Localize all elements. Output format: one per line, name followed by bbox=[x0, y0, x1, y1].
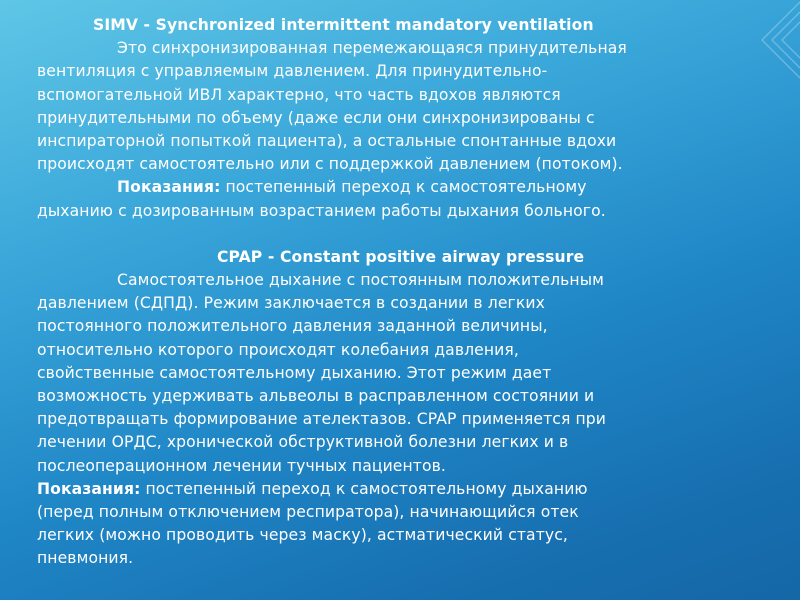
simv-line-6: происходят самостоятельно или с поддержкой давлением (потоком). bbox=[37, 155, 623, 174]
simv-line-5: инспираторной попыткой пациента), а остальные спонтанные вдохи bbox=[37, 132, 617, 151]
cpap-line-8: лечении ОРДС, хронической обструктивной болезни легких и в bbox=[37, 433, 569, 452]
cpap-line-7: предотвращать формирование ателектазов. CPAP применяется при bbox=[37, 410, 607, 429]
cpap-indications bbox=[37, 478, 777, 501]
cpap-line-9: послеоперационном лечении тучных пациентов. bbox=[37, 456, 446, 475]
cpap-indications-line-3: легких (можно проводить через маску), астматический статус, bbox=[37, 526, 568, 545]
cpap-line-1: Самостоятельное дыхание с постоянным положительным bbox=[117, 271, 605, 290]
section-spacer bbox=[37, 223, 777, 246]
cpap-indications-line-2: (перед полным отключением респиратора), начинающийся отек bbox=[37, 503, 579, 522]
cpap-line-6: возможность удерживать альвеолы в расправленном состоянии и bbox=[37, 387, 595, 406]
simv-title: SIMV - Synchronized intermittent mandatory ventilation bbox=[93, 16, 594, 34]
simv-indications-text-1: постепенный переход к самостоятельному bbox=[220, 178, 587, 197]
cpap-line-2: давлением (СДПД). Режим заключается в создании в легких bbox=[37, 294, 545, 313]
simv-indications-label: Показания: bbox=[117, 178, 221, 197]
simv-indications bbox=[37, 176, 777, 199]
cpap-indications-label: Показания: bbox=[37, 479, 141, 498]
simv-line-4: принудительными по объему (даже если они синхронизированы с bbox=[37, 108, 595, 127]
cpap-title: CPAP - Constant positive airway pressure bbox=[217, 247, 585, 266]
simv-line-3: вспомогательной ИВЛ характерно, что часть вдохов являются bbox=[37, 85, 561, 104]
cpap-line-5: свойственные самостоятельному дыханию. Этот режим дает bbox=[37, 363, 552, 382]
simv-indications-text-2: дыханию с дозированным возрастанием работы дыхания больного. bbox=[37, 201, 606, 220]
slide-content bbox=[37, 14, 777, 571]
simv-line-1: Это синхронизированная перемежающаяся принудительная bbox=[117, 39, 627, 58]
cpap-indications-text-1: постепенный переход к самостоятельному дыханию bbox=[140, 479, 588, 498]
simv-line-2: вентиляция с управляемым давлением. Для принудительно- bbox=[37, 62, 548, 81]
cpap-indications-line-4: пневмония. bbox=[37, 549, 134, 568]
cpap-line-4: относительно которого происходят колебания давления, bbox=[37, 340, 519, 359]
cpap-line-3: постоянного положительного давления заданной величины, bbox=[37, 317, 548, 336]
